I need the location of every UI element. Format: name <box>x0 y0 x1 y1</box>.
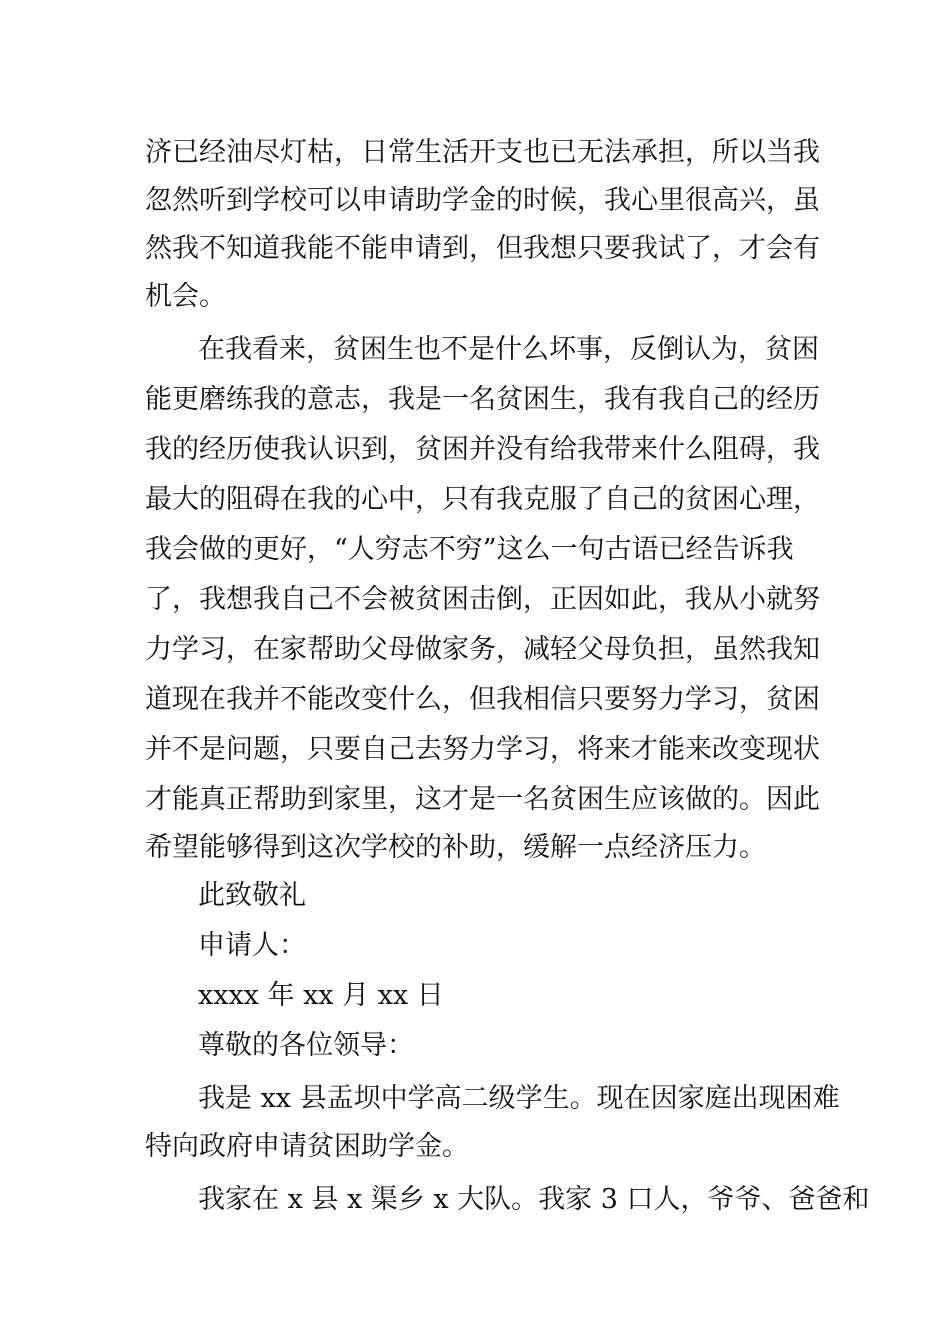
paragraph-line: 济已经油尽灯枯，日常生活开支也已无法承担，所以当我 <box>145 137 820 168</box>
paragraph-line: 最大的阻碍在我的心中，只有我克服了自己的贫困心理， <box>145 484 820 515</box>
closing-salutation: 此致敬礼 <box>198 880 306 911</box>
paragraph-line: 了，我想我自己不会被贫困击倒，正因如此，我从小就努 <box>145 584 820 615</box>
paragraph-line: 然我不知道我能不能申请到，但我想只要我试了，才会有 <box>145 233 820 264</box>
paragraph-line: 我家在 x 县 x 渠乡 x 大队。我家 3 口人，爷爷、爸爸和 <box>198 1184 870 1215</box>
paragraph-line: 我是 xx 县盂坝中学高二级学生。现在因家庭出现困难 <box>198 1083 840 1114</box>
paragraph-line: 在我看来，贫困生也不是什么坏事，反倒认为，贫困 <box>198 334 819 365</box>
paragraph-line: 我会做的更好，“人穷志不穷”这么一句古语已经告诉我 <box>145 534 794 565</box>
paragraph-line: 忽然听到学校可以申请助学金的时候，我心里很高兴，虽 <box>145 185 820 216</box>
date-line: xxxx 年 xx 月 xx 日 <box>198 980 444 1011</box>
paragraph-line: 特向政府申请贫困助学金。 <box>145 1131 469 1162</box>
greeting-line: 尊敬的各位领导： <box>198 1030 414 1061</box>
paragraph-line: 希望能够得到这次学校的补助，缓解一点经济压力。 <box>145 832 766 863</box>
paragraph-line: 我的经历使我认识到，贫困并没有给我带来什么阻碍，我 <box>145 434 820 465</box>
applicant-label: 申请人： <box>198 930 306 961</box>
paragraph-line: 力学习，在家帮助父母做家务，减轻父母负担，虽然我知 <box>145 634 820 665</box>
paragraph-line: 机会。 <box>145 281 226 312</box>
paragraph-line: 并不是问题，只要自己去努力学习，将来才能来改变现状 <box>145 734 820 765</box>
paragraph-line: 能更磨练我的意志，我是一名贫困生，我有我自己的经历 <box>145 384 820 415</box>
paragraph-line: 道现在我并不能改变什么，但我相信只要努力学习，贫困 <box>145 684 820 715</box>
paragraph-line: 才能真正帮助到家里，这才是一名贫困生应该做的。因此 <box>145 784 820 815</box>
